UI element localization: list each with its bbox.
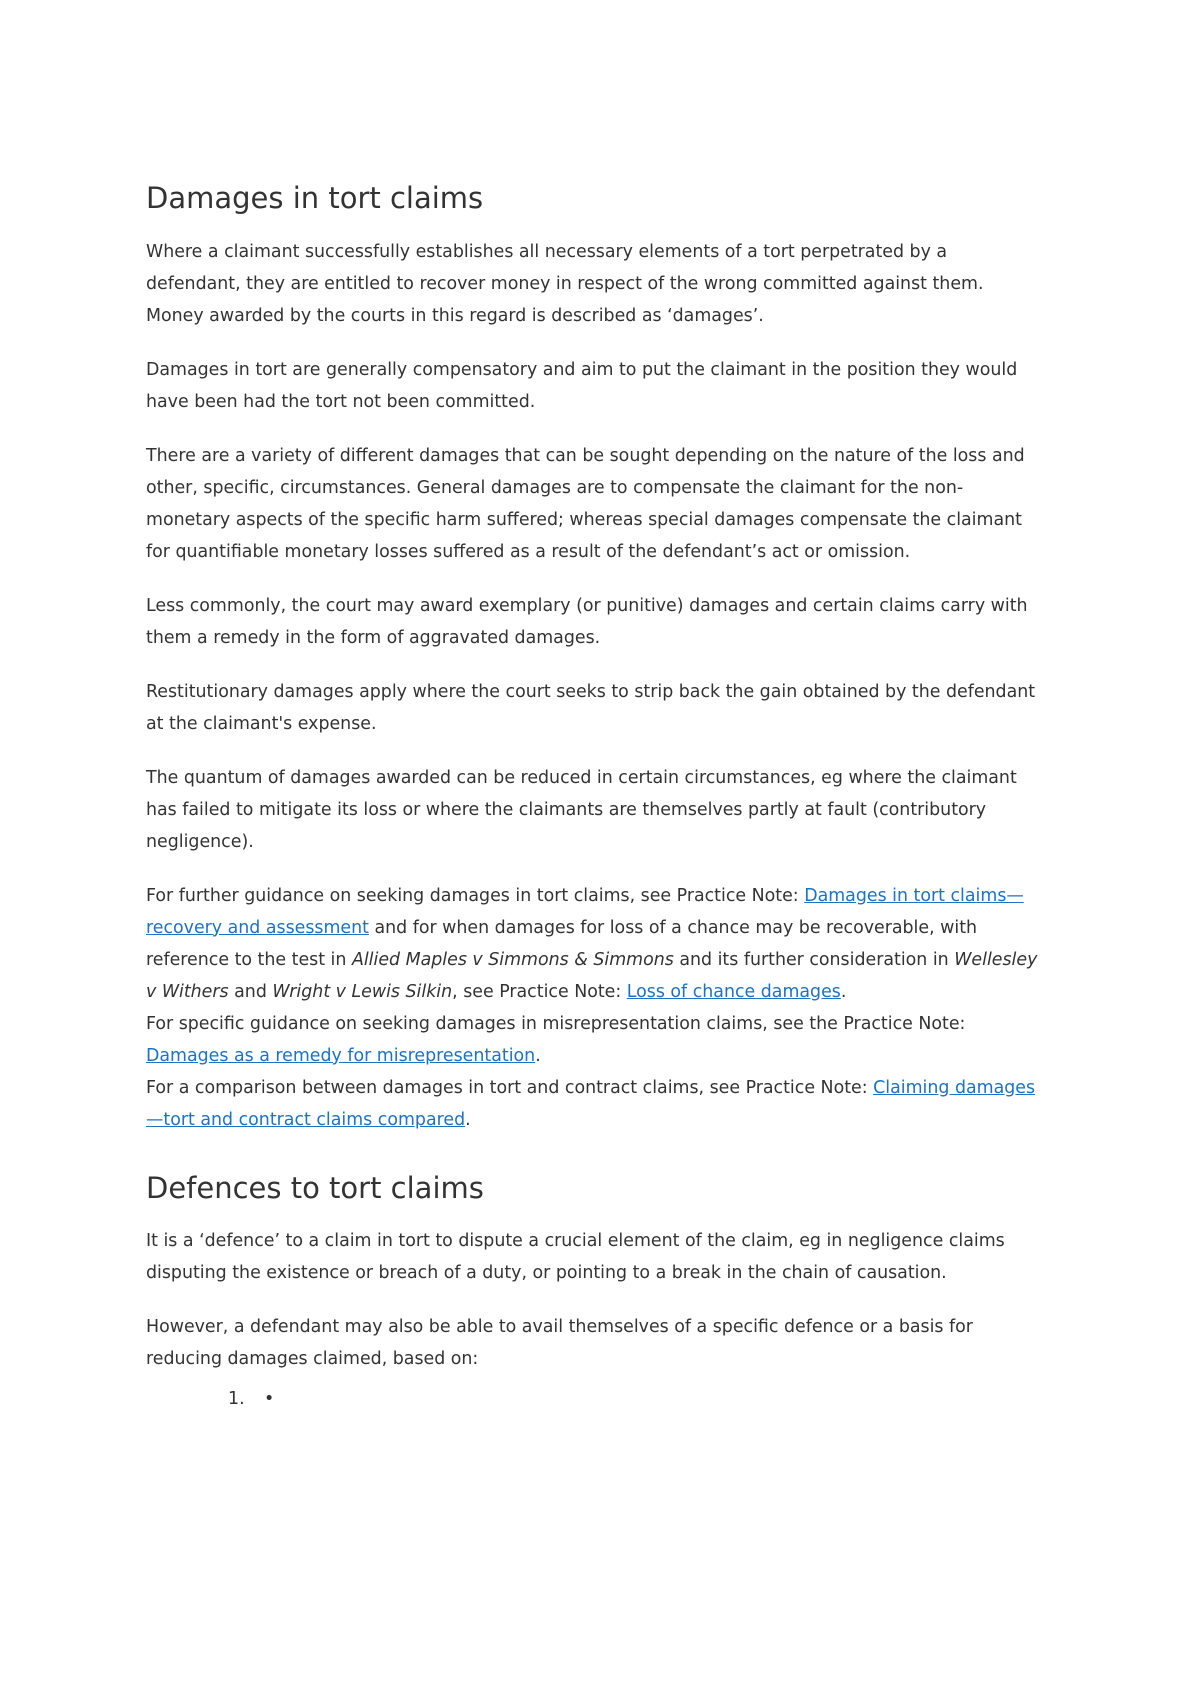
link-damages-misrepresentation[interactable]: Damages as a remedy for misrepresentation [146, 1045, 536, 1066]
paragraph-quantum-reduction: The quantum of damages awarded can be reduced in certain circumstances, eg where the claimant has failed to mitigate its loss or where the claimants are themselves partly at fault (contributory negligence). [146, 767, 1017, 852]
paragraph-comparison-guidance: For a comparison between damages in tort and contract claims, see Practice Note: Claiming damages—tort and contract claims compared. [146, 1077, 1036, 1130]
paragraph-types-of-damages: There are a variety of different damages that can be sought depending on the nature of the loss and other, specific, circumstances. General damages are to compensate the claimant for the non-monetary aspects of the specific harm suffered; whereas special damages compensate the claimant for quantifiable monetary losses suffered as a result of the defendant’s act or omission. [146, 445, 1025, 562]
bullet-icon: • [264, 1389, 275, 1410]
case-allied-maples: Allied Maples v Simmons & Simmons [351, 949, 674, 970]
paragraph-exemplary-damages: Less commonly, the court may award exemplary (or punitive) damages and certain claims carry with them a remedy in the form of aggravated damages. [146, 595, 1028, 648]
heading-damages-in-tort-claims: Damages in tort claims [146, 181, 484, 215]
link-damages-in-tort-claims[interactable]: Damages in tort claims—recovery and assessment [146, 885, 1024, 938]
link-loss-of-chance-damages[interactable]: Loss of chance damages [626, 981, 841, 1002]
paragraph-entitlement: Where a claimant successfully establishes all necessary elements of a tort perpetrated by a defendant, they are entitled to recover money in respect of the wrong committed against them. Money awarded by the courts in this regard is described as ‘damages’. [146, 241, 984, 326]
paragraph-further-guidance: For further guidance on seeking damages in tort claims, see Practice Note: Damages in tort claims—recovery and assessment and for when damages for loss of a chance may be recoverable, with reference to the test in Allied Maples v Simmons & Simmons and its further consideration in Wellesley v Withers and Wright v Lewis Silkin, see Practice Note: Loss of chance damages. [146, 885, 1038, 1002]
paragraph-specific-defence: However, a defendant may also be able to avail themselves of a specific defence or a basis for reducing damages claimed, based on: [146, 1317, 973, 1370]
paragraph-misrepresentation-guidance: For specific guidance on seeking damages in misrepresentation claims, see the Practice Note: Damages as a remedy for misrepresentation. [146, 1013, 966, 1066]
list-item [146, 1383, 1046, 1415]
paragraph-defence-definition: It is a ‘defence’ to a claim in tort to dispute a crucial element of the claim, eg in negligence claims disputing the existence or breach of a duty, or pointing to a break in the chain of causation. [146, 1231, 1005, 1284]
document-page [146, 180, 1046, 1415]
list-number: 1. [228, 1389, 245, 1410]
heading-defences-to-tort-claims: Defences to tort claims [146, 1170, 484, 1205]
defences-list [146, 1383, 1046, 1415]
link-claiming-damages-compared[interactable]: Claiming damages—tort and contract claims compared [146, 1077, 1036, 1130]
paragraph-restitutionary-damages: Restitutionary damages apply where the court seeks to strip back the gain obtained by the defendant at the claimant's expense. [146, 681, 1036, 734]
case-wright: Wright v Lewis Silkin [272, 981, 453, 1002]
case-wellesley: Wellesley v Withers [146, 949, 1038, 1002]
paragraph-compensatory: Damages in tort are generally compensatory and aim to put the claimant in the position they would have been had the tort not been committed. [146, 359, 1018, 412]
